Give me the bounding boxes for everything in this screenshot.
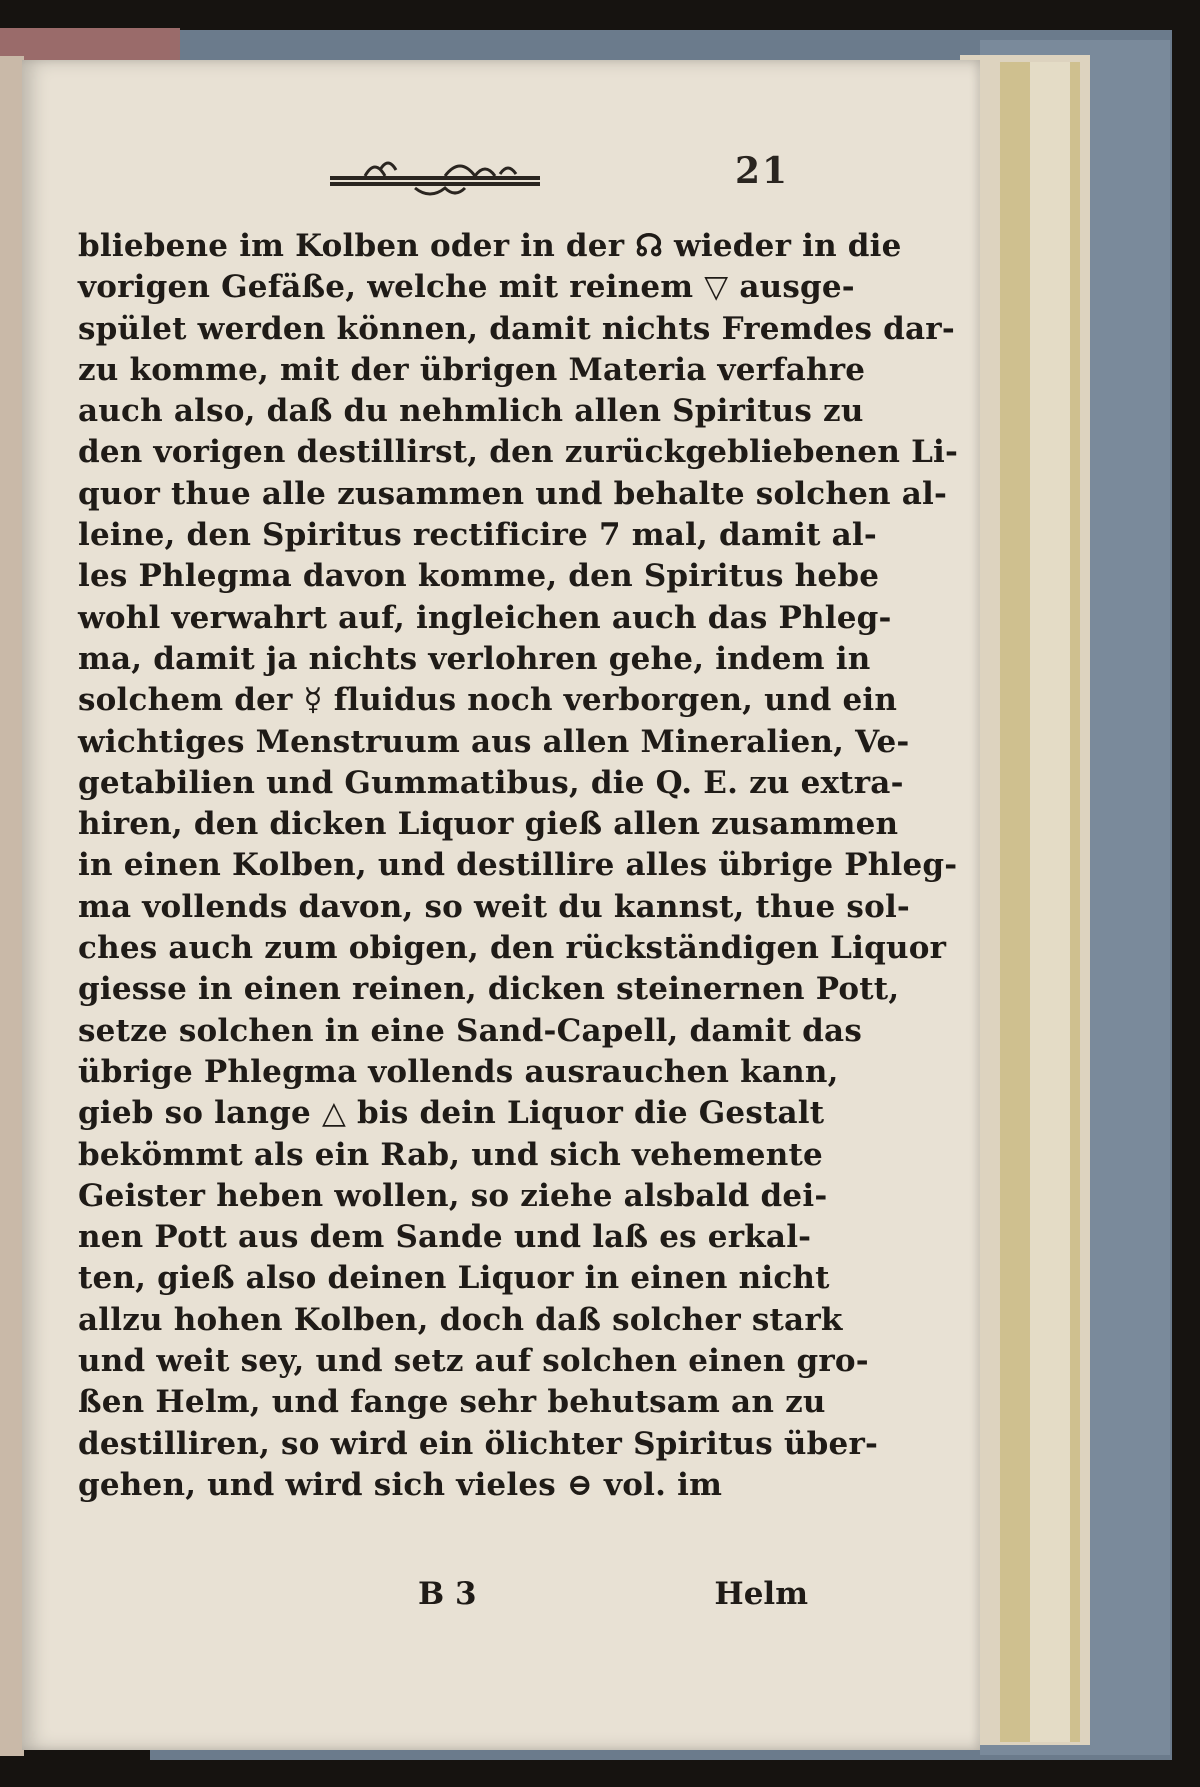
text-line: les Phlegma davon komme, den Spiritus hebe xyxy=(78,558,880,595)
text-line: wohl verwahrt auf, ingleichen auch das Phleg- xyxy=(78,599,892,636)
text-line: übrige Phlegma vollends ausrauchen kann, xyxy=(78,1053,839,1090)
signature-mark: B 3 xyxy=(418,1576,477,1612)
text-line: in einen Kolben, und destillire alles übrige Phleg- xyxy=(78,847,958,884)
text-line: nen Pott aus dem Sande und laß es erkal- xyxy=(78,1219,812,1256)
text-line: Geister heben wollen, so ziehe alsbald dei- xyxy=(78,1177,828,1214)
text-line: vorigen Gefäße, welche mit reinem ▽ ausge- xyxy=(78,269,855,306)
text-line: ma, damit ja nichts verlohren gehe, indem in xyxy=(78,640,871,677)
text-line: destilliren, so wird ein ölichter Spiritus über- xyxy=(78,1425,879,1462)
page-number: 21 xyxy=(735,150,790,192)
text-line: getabilien und Gummatibus, die Q. E. zu extra- xyxy=(78,764,904,801)
text-line: bekömmt als ein Rab, und sich vehemente xyxy=(78,1136,823,1173)
text-line: allzu hohen Kolben, doch daß solcher stark xyxy=(78,1301,843,1338)
header-ornament xyxy=(325,148,545,204)
page-footer xyxy=(78,1576,808,1620)
text-line: ches auch zum obigen, den rückständigen Liquor xyxy=(78,930,947,967)
text-line: solchem der ☿ fluidus noch verborgen, und ein xyxy=(78,682,898,719)
text-line: zu komme, mit der übrigen Materia verfahre xyxy=(78,351,866,388)
text-line: wichtiges Menstruum aus allen Mineralien, Ve- xyxy=(78,723,910,760)
text-line: und weit sey, und setz auf solchen einen gro- xyxy=(78,1343,869,1380)
text-line: ßen Helm, und fange sehr behutsam an zu xyxy=(78,1384,826,1421)
text-line: auch also, daß du nehmlich allen Spiritus zu xyxy=(78,393,864,430)
body-text xyxy=(78,226,959,1566)
text-line: setze solchen in eine Sand-Capell, damit das xyxy=(78,1012,862,1049)
text-line: spület werden können, damit nichts Fremdes dar- xyxy=(78,310,955,347)
text-line: gieb so lange △ bis dein Liquor die Gestalt xyxy=(78,1095,825,1132)
text-line: quor thue alle zusammen und behalte solchen al- xyxy=(78,475,948,512)
text-line: gehen, und wird sich vieles ⊖ vol. im xyxy=(78,1466,723,1503)
text-line: leine, den Spiritus rectificire 7 mal, damit al- xyxy=(78,517,877,554)
catchword: Helm xyxy=(714,1576,808,1612)
text-line: bliebene im Kolben oder in der ☊ wieder in die xyxy=(78,228,902,264)
text-line: den vorigen destillirst, den zurückgebliebenen Li- xyxy=(78,434,959,471)
text-line: ma vollends davon, so weit du kannst, thue sol- xyxy=(78,888,910,925)
text-line: hiren, den dicken Liquor gieß allen zusammen xyxy=(78,806,899,843)
text-line: giesse in einen reinen, dicken steinernen Pott, xyxy=(78,971,900,1008)
text-line: ten, gieß also deinen Liquor in einen nicht xyxy=(78,1260,830,1297)
